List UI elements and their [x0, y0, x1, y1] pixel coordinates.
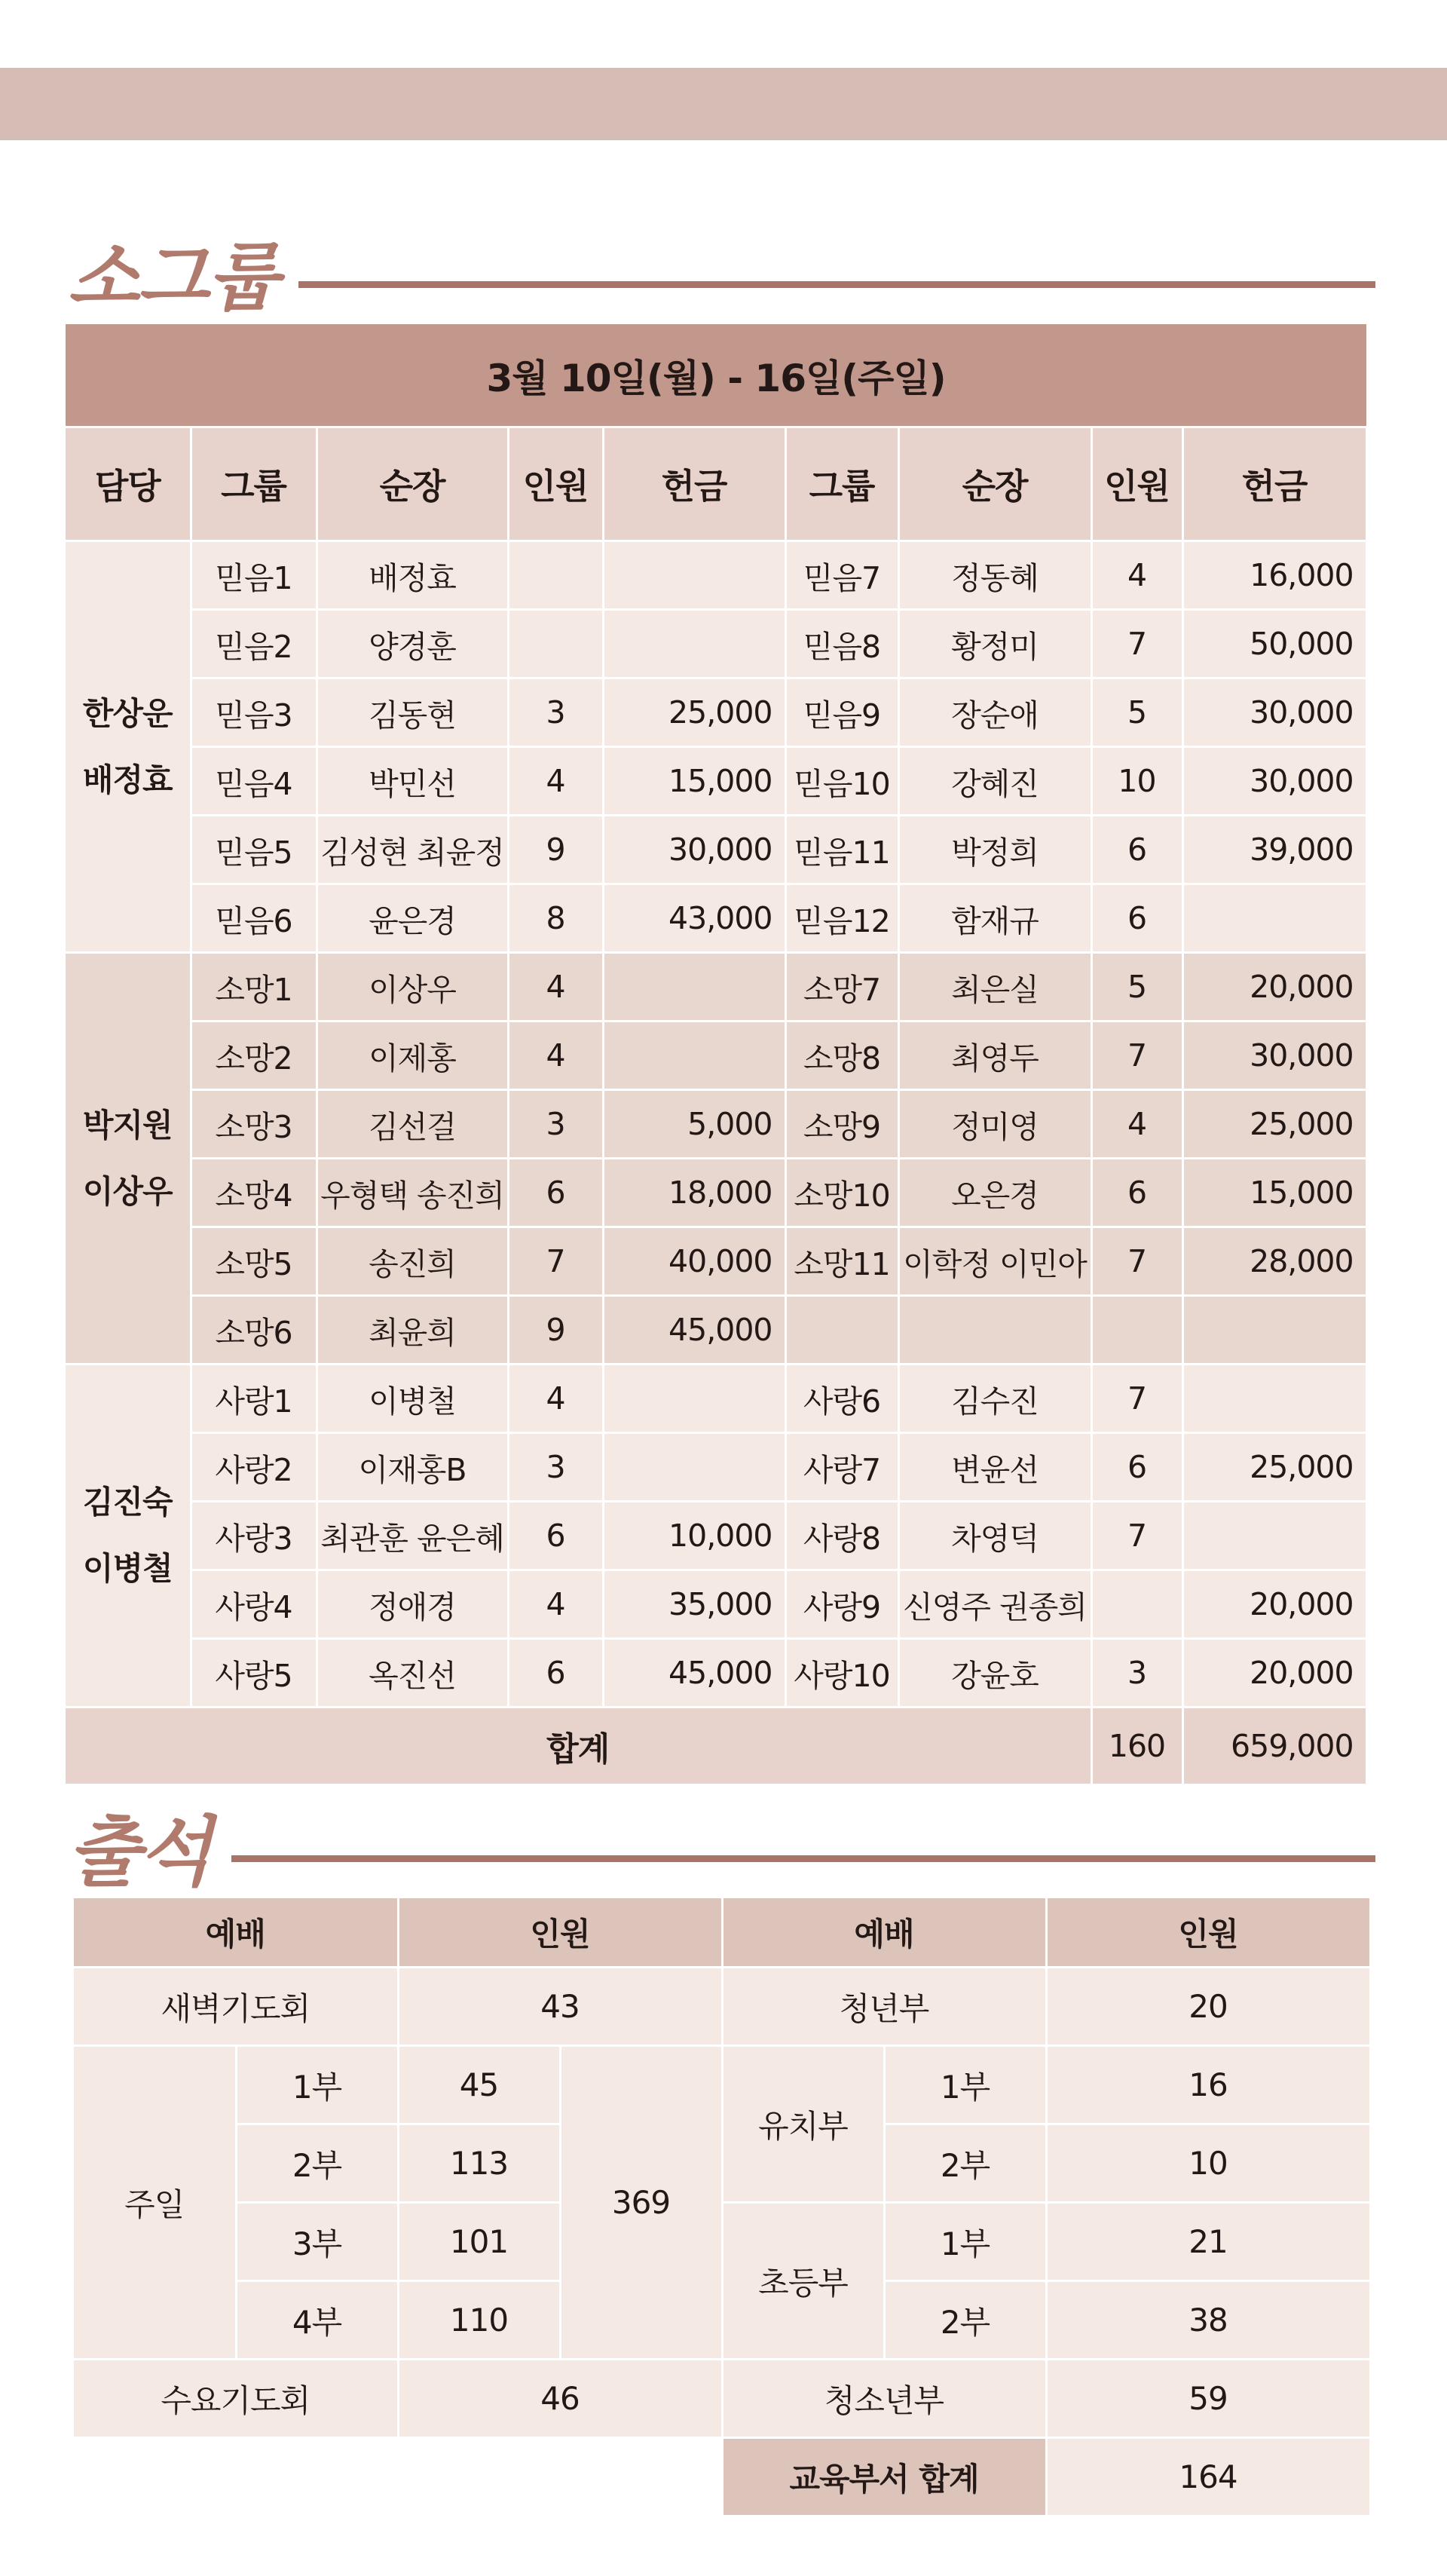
group-count: 7: [1091, 1022, 1182, 1090]
group-name: 소망6: [191, 1296, 317, 1365]
wednesday-prayer-count: 46: [398, 2360, 722, 2438]
group-offering: 45,000: [603, 1639, 785, 1708]
group-head: 김수진: [898, 1365, 1091, 1433]
table-row: [66, 1433, 1366, 1502]
group-name: 믿음5: [191, 816, 317, 884]
attendance-header-row: [74, 1898, 1370, 1968]
group-offering: 25,000: [603, 678, 785, 747]
group-name: 믿음6: [191, 884, 317, 953]
group-name: 사랑1: [191, 1365, 317, 1433]
group-name: 믿음10: [785, 747, 898, 816]
leader-name: 한상운: [82, 694, 173, 732]
group-offering: 15,000: [603, 747, 785, 816]
group-head: 이병철: [317, 1365, 508, 1433]
group-head: 이학정 이민아: [898, 1227, 1091, 1296]
group-offering: [603, 541, 785, 610]
leader-name: 박지원: [82, 1106, 173, 1144]
attendance-row: [74, 2046, 1370, 2124]
group-count: 4: [508, 953, 603, 1022]
group-head: 최윤희: [317, 1296, 508, 1365]
sunday-part: 2부: [236, 2124, 398, 2203]
top-color-band: [0, 68, 1447, 140]
group-count: 4: [1091, 1090, 1182, 1159]
group-name: 소망4: [191, 1159, 317, 1227]
group-name: 소망8: [785, 1022, 898, 1090]
att-header-service: 예배: [74, 1898, 398, 1968]
group-offering: 35,000: [603, 1570, 785, 1639]
kindergarten-label: 유치부: [722, 2046, 884, 2203]
group-offering: [603, 953, 785, 1022]
total-label: 합계: [66, 1708, 1091, 1785]
table-row: [66, 1090, 1366, 1159]
group-offering: [1182, 1502, 1366, 1570]
wednesday-prayer-label: 수요기도회: [74, 2360, 398, 2438]
group-offering: 20,000: [1182, 953, 1366, 1022]
att-header-service: 예배: [722, 1898, 1046, 1968]
kindergarten-part: 1부: [884, 2046, 1046, 2124]
group-name: 소망10: [785, 1159, 898, 1227]
group-head: 정애경: [317, 1570, 508, 1639]
attendance-section-title: 출석: [68, 1808, 211, 1896]
group-count: 4: [508, 1022, 603, 1090]
group-head: 황정미: [898, 610, 1091, 678]
att-header-count: 인원: [1046, 1898, 1370, 1968]
group-offering: 10,000: [603, 1502, 785, 1570]
table-row: [66, 610, 1366, 678]
group-count: 6: [1091, 1159, 1182, 1227]
group-head: 박정희: [898, 816, 1091, 884]
group-name: 사랑4: [191, 1570, 317, 1639]
group-name: 소망11: [785, 1227, 898, 1296]
group-name: 소망7: [785, 953, 898, 1022]
sunday-total: 369: [560, 2046, 722, 2360]
table-row: [66, 1502, 1366, 1570]
group-offering: 15,000: [1182, 1159, 1366, 1227]
header-group: 그룹: [785, 427, 898, 541]
group-offering: 18,000: [603, 1159, 785, 1227]
group-head: 최은실: [898, 953, 1091, 1022]
group-head: 최영두: [898, 1022, 1091, 1090]
group-head: 정동혜: [898, 541, 1091, 610]
small-group-title-rule: [298, 281, 1375, 288]
group-head: 송진희: [317, 1227, 508, 1296]
group-count: 7: [1091, 1227, 1182, 1296]
sunday-label: 주일: [74, 2046, 236, 2360]
sunday-part: 4부: [236, 2281, 398, 2360]
header-group: 그룹: [191, 427, 317, 541]
group-head: 윤은경: [317, 884, 508, 953]
group-head: 이상우: [317, 953, 508, 1022]
table-row: [66, 1159, 1366, 1227]
header-offering: 헌금: [603, 427, 785, 541]
group-count: 3: [508, 1090, 603, 1159]
table-row: [66, 1570, 1366, 1639]
table-row: [66, 678, 1366, 747]
group-name: 믿음12: [785, 884, 898, 953]
group-head: 박민선: [317, 747, 508, 816]
group-name: 소망1: [191, 953, 317, 1022]
header-offering: 헌금: [1182, 427, 1366, 541]
leader-name: 이병철: [82, 1550, 173, 1587]
attendance-row: [74, 2203, 1370, 2281]
kindergarten-part: 2부: [884, 2124, 1046, 2203]
group-count: 3: [508, 1433, 603, 1502]
group-name: 소망2: [191, 1022, 317, 1090]
group-head: 장순애: [898, 678, 1091, 747]
group-head: 우형택 송진희: [317, 1159, 508, 1227]
header-count: 인원: [508, 427, 603, 541]
group-offering: 30,000: [603, 816, 785, 884]
date-range-row: [66, 324, 1366, 427]
group-count: 3: [508, 678, 603, 747]
group-offering: 20,000: [1182, 1639, 1366, 1708]
leader-name: 김진숙: [82, 1484, 173, 1521]
group-name: 사랑9: [785, 1570, 898, 1639]
leader-name: 이상우: [82, 1172, 173, 1210]
group-count: 7: [508, 1227, 603, 1296]
header-leader: 담당: [66, 427, 191, 541]
attendance-section-header: [68, 1791, 1375, 1900]
group-name: 믿음1: [191, 541, 317, 610]
group-name: 믿음9: [785, 678, 898, 747]
group-offering: 30,000: [1182, 678, 1366, 747]
group-name: [785, 1296, 898, 1365]
sunday-part: 1부: [236, 2046, 398, 2124]
table-row: [66, 953, 1366, 1022]
group-count: 7: [1091, 1365, 1182, 1433]
group-name: 믿음2: [191, 610, 317, 678]
attendance-row: [74, 2360, 1370, 2438]
group-name: 사랑3: [191, 1502, 317, 1570]
education-total-label: 교육부서 합계: [722, 2438, 1046, 2516]
kindergarten-part-count: 16: [1046, 2046, 1370, 2124]
group-name: 사랑8: [785, 1502, 898, 1570]
elementary-part: 1부: [884, 2203, 1046, 2281]
group-head: 강혜진: [898, 747, 1091, 816]
group-count: 6: [1091, 1433, 1182, 1502]
youth-label: 청소년부: [722, 2360, 1046, 2438]
youth-count: 59: [1046, 2360, 1370, 2438]
group-count: 8: [508, 884, 603, 953]
table-row: [66, 1227, 1366, 1296]
group-count: 6: [508, 1159, 603, 1227]
table-row: [66, 541, 1366, 610]
kindergarten-part-count: 10: [1046, 2124, 1370, 2203]
group-name: 사랑10: [785, 1639, 898, 1708]
group-name: 사랑6: [785, 1365, 898, 1433]
sunday-part-count: 101: [398, 2203, 560, 2281]
group-head: 옥진선: [317, 1639, 508, 1708]
dawn-prayer-label: 새벽기도회: [74, 1968, 398, 2046]
group-name: 사랑7: [785, 1433, 898, 1502]
young-adult-count: 20: [1046, 1968, 1370, 2046]
group-offering: [1182, 884, 1366, 953]
header-head: 순장: [317, 427, 508, 541]
group-count: [508, 610, 603, 678]
group-name: 믿음8: [785, 610, 898, 678]
group-head: 최관훈 윤은혜: [317, 1502, 508, 1570]
sunday-part-count: 110: [398, 2281, 560, 2360]
table-row: [66, 1022, 1366, 1090]
attendance-title-rule: [231, 1855, 1375, 1862]
group-offering: 39,000: [1182, 816, 1366, 884]
group-count: 9: [508, 1296, 603, 1365]
header-count: 인원: [1091, 427, 1182, 541]
total-row: [66, 1708, 1366, 1785]
sunday-part-count: 113: [398, 2124, 560, 2203]
group-offering: [1182, 1296, 1366, 1365]
group-offering: 25,000: [1182, 1090, 1366, 1159]
young-adult-label: 청년부: [722, 1968, 1046, 2046]
group-head: 김성현 최윤정: [317, 816, 508, 884]
group-head: 이재홍B: [317, 1433, 508, 1502]
small-group-table: [66, 324, 1368, 1786]
group-offering: 40,000: [603, 1227, 785, 1296]
group-offering: 20,000: [1182, 1570, 1366, 1639]
group-offering: [603, 1365, 785, 1433]
group-count: 4: [508, 1570, 603, 1639]
att-header-count: 인원: [398, 1898, 722, 1968]
group-head: 배정효: [317, 541, 508, 610]
group-count: [1091, 1296, 1182, 1365]
group-offering: [603, 1433, 785, 1502]
group-count: 6: [1091, 884, 1182, 953]
date-range: 3월 10일(월) - 16일(주일): [66, 324, 1366, 427]
group-offering: [1182, 1365, 1366, 1433]
group-offering: 16,000: [1182, 541, 1366, 610]
group-count: 5: [1091, 953, 1182, 1022]
dawn-prayer-count: 43: [398, 1968, 722, 2046]
elementary-label: 초등부: [722, 2203, 884, 2360]
table-row: [66, 747, 1366, 816]
group-head: [898, 1296, 1091, 1365]
group-count: 9: [508, 816, 603, 884]
table-row: [66, 1296, 1366, 1365]
sunday-part-count: 45: [398, 2046, 560, 2124]
group-offering: 30,000: [1182, 747, 1366, 816]
group-count: 6: [1091, 816, 1182, 884]
group-name: 소망9: [785, 1090, 898, 1159]
table-header-row: [66, 427, 1366, 541]
group-name: 믿음11: [785, 816, 898, 884]
group-head: 차영덕: [898, 1502, 1091, 1570]
table-row: [66, 816, 1366, 884]
sunday-part: 3부: [236, 2203, 398, 2281]
group-head: 정미영: [898, 1090, 1091, 1159]
table-row: [66, 1639, 1366, 1708]
attendance-row: [74, 1968, 1370, 2046]
group-name: 소망5: [191, 1227, 317, 1296]
group-offering: 30,000: [1182, 1022, 1366, 1090]
group-name: 믿음4: [191, 747, 317, 816]
total-count: 160: [1091, 1708, 1182, 1785]
group-name: 소망3: [191, 1090, 317, 1159]
group-offering: 50,000: [1182, 610, 1366, 678]
leader-cell: [66, 953, 191, 1365]
group-head: 신영주 권종희: [898, 1570, 1091, 1639]
group-count: 4: [508, 747, 603, 816]
leader-cell: [66, 541, 191, 953]
attendance-row: [74, 2438, 1370, 2516]
group-head: 변윤선: [898, 1433, 1091, 1502]
group-offering: 25,000: [1182, 1433, 1366, 1502]
group-name: 사랑5: [191, 1639, 317, 1708]
table-row: [66, 884, 1366, 953]
table-row: [66, 1365, 1366, 1433]
group-name: 사랑2: [191, 1433, 317, 1502]
small-group-section-title: 소그룹: [68, 235, 278, 321]
group-count: 6: [508, 1502, 603, 1570]
group-offering: 43,000: [603, 884, 785, 953]
education-total-count: 164: [1046, 2438, 1370, 2516]
small-group-section-header: [68, 219, 1375, 325]
group-count: 3: [1091, 1639, 1182, 1708]
blank-cell: [74, 2438, 722, 2516]
group-head: 함재규: [898, 884, 1091, 953]
group-head: 이제홍: [317, 1022, 508, 1090]
leader-cell: [66, 1365, 191, 1708]
elementary-part: 2부: [884, 2281, 1046, 2360]
group-count: 10: [1091, 747, 1182, 816]
attendance-table: [74, 1898, 1372, 2517]
group-count: 4: [1091, 541, 1182, 610]
group-count: [508, 541, 603, 610]
group-offering: [603, 610, 785, 678]
elementary-part-count: 21: [1046, 2203, 1370, 2281]
group-head: 강윤호: [898, 1639, 1091, 1708]
group-offering: 45,000: [603, 1296, 785, 1365]
group-count: 7: [1091, 1502, 1182, 1570]
group-count: [1091, 1570, 1182, 1639]
group-head: 오은경: [898, 1159, 1091, 1227]
group-head: 김선걸: [317, 1090, 508, 1159]
group-count: 6: [508, 1639, 603, 1708]
total-offering: 659,000: [1182, 1708, 1366, 1785]
header-head: 순장: [898, 427, 1091, 541]
elementary-part-count: 38: [1046, 2281, 1370, 2360]
group-name: 믿음3: [191, 678, 317, 747]
group-offering: [603, 1022, 785, 1090]
group-count: 4: [508, 1365, 603, 1433]
leader-name: 배정효: [82, 761, 173, 798]
group-count: 5: [1091, 678, 1182, 747]
group-name: 믿음7: [785, 541, 898, 610]
group-offering: 5,000: [603, 1090, 785, 1159]
group-head: 양경훈: [317, 610, 508, 678]
group-head: 김동현: [317, 678, 508, 747]
group-count: 7: [1091, 610, 1182, 678]
group-offering: 28,000: [1182, 1227, 1366, 1296]
